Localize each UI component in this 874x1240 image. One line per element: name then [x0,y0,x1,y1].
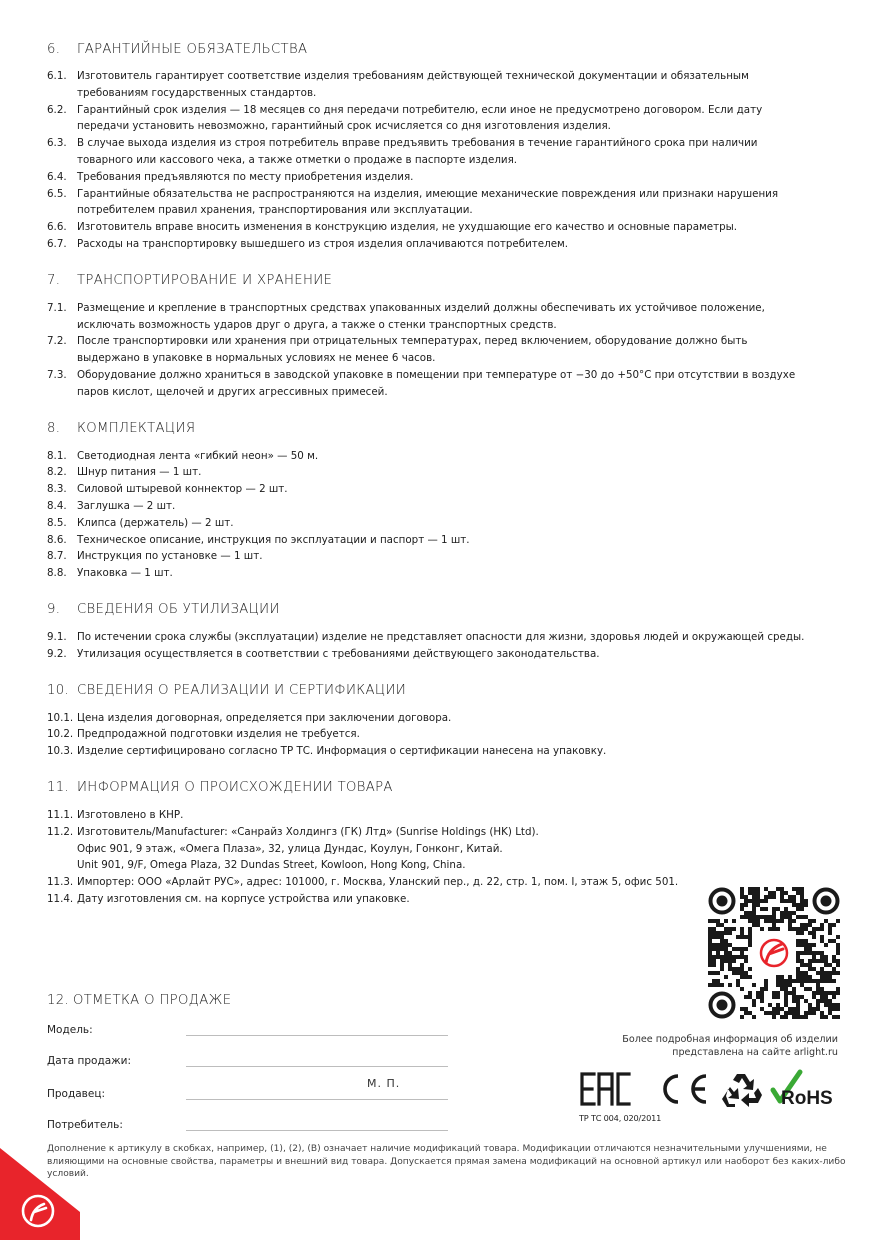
section-title [47,420,847,438]
sale-field-label: Потребитель: [47,1119,123,1131]
item-number: 8.7. [47,550,67,563]
list-item [47,710,847,727]
item-number: 8.6. [47,533,67,546]
section-heading: ТРАНСПОРТИРОВАНИЕ И ХРАНЕНИЕ [77,273,333,289]
sale-field-line[interactable] [186,1066,448,1067]
item-number: 10.2. [47,728,74,741]
item-text: Цена изделия договорная, определяется при заключении договора. [77,711,452,724]
item-number: 11.4. [47,892,74,905]
list-item [47,481,847,498]
item-text: Заглушка — 2 шт. [77,499,176,512]
modification-footnote: Дополнение к артикулу в скобках, например, (1), (2), (B) означает наличие модификаций товара. Модификации отличаются незначительными улучшениями, не влияющими на основные свойства, параметры и внешний вид товара. Допускается прямая замена модификаций на основной артикул или наоборот без каких-либо условий. [47,1144,846,1180]
item-text: Требования предъявляются по месту приобретения изделия. [77,170,414,183]
rohs-icon [773,1072,833,1109]
item-text: В случае выхода изделия из строя потребитель вправе предъявить требования в течение гарантийного срока при наличии товарного или кассового чека, а также отметки о продаже в паспорте изделия. [77,137,758,166]
list-item [47,367,847,401]
item-text: Размещение и крепление в транспортных средствах упакованных изделий должны обеспечивать их устойчивое положение, исключать возможность ударов друг о друга, а также о стенки транспортных средств. [77,301,765,331]
list-item [47,102,847,136]
section-number: 6. [47,41,61,57]
item-number: 9.2. [47,647,67,660]
section-heading: КОМПЛЕКТАЦИЯ [77,421,196,437]
section [47,40,847,253]
item-number: 8.2. [47,466,67,479]
section-title [47,272,847,290]
section-title [47,40,847,58]
list-item [47,135,847,169]
sale-field-label: Дата продажи: [47,1055,131,1067]
item-number: 10.3. [47,745,74,758]
item-text: Утилизация осуществляется в соответствии с требованиями действующего законодательства. [77,647,600,660]
certification-marks [578,1068,842,1110]
list-item [47,333,847,367]
list-item [47,726,847,743]
section-number: 7. [47,273,61,289]
item-number: 6.3. [47,137,67,150]
svg-text:RoHS: RoHS [781,1088,833,1109]
section-heading: СВЕДЕНИЯ О РЕАЛИЗАЦИИ И СЕРТИФИКАЦИИ [77,683,407,699]
item-number: 6.5. [47,187,67,200]
item-number: 6.7. [47,237,67,250]
list-item [47,236,847,253]
list-item [47,68,847,102]
item-number: 7.1. [47,301,67,314]
section [47,420,847,582]
list-item [47,532,847,549]
item-text: Изготовитель/Manufacturer: «Санрайз Холдингз (ГК) Лтд» (Sunrise Holdings (HK) Ltd). Офис 901, 9 этаж, «Омега Плаза», 32, улица Дундас, Коулун, Гонконг, Китай. Unit 901, 9/F, Omega Plaza, 32 Dundas Street, Kowloon, Hong Kong, China. [77,825,539,872]
item-text: Изделие сертифицировано согласно ТР ТС. Информация о сертификации нанесена на упаковку. [77,745,607,758]
section-heading: ГАРАНТИЙНЫЕ ОБЯЗАТЕЛЬСТВА [77,41,308,57]
list-item [47,169,847,186]
item-number: 11.2. [47,825,74,838]
section-heading: СВЕДЕНИЯ ОБ УТИЛИЗАЦИИ [77,602,280,618]
item-number: 8.1. [47,449,67,462]
more-info-text: Более подробная информация об изделии представлена на сайте arlight.ru [622,1034,838,1058]
recycle-icon [722,1074,762,1107]
sale-field-label: Модель: [47,1024,93,1036]
item-text: Изготовитель гарантирует соответствие изделия требованиям действующей технической документации и обязательным требованиям государственных стандартов. [77,70,749,99]
item-number: 6.6. [47,221,67,234]
sale-field-consumer[interactable] [47,1111,457,1131]
list-item [47,186,847,220]
item-text: Светодиодная лента «гибкий неон» — 50 м. [77,449,319,462]
qr-code-icon[interactable] [708,887,840,1019]
stamp-placeholder: М. П. [367,1077,401,1090]
list-item [47,515,847,532]
item-number: 7.2. [47,335,67,348]
list-item [47,565,847,582]
section-number: 10. [47,683,70,699]
list-item [47,807,847,824]
item-number: 7.3. [47,368,67,381]
eac-mark-icon [582,1074,629,1104]
item-number: 8.4. [47,499,67,512]
section-number: 11. [47,780,70,796]
item-number: 9.1. [47,630,67,643]
item-number: 6.2. [47,103,67,116]
item-text: Предпродажной подготовки изделия не требуется. [77,728,360,741]
item-text: Изготовлено в КНР. [77,808,184,821]
list-item [47,498,847,515]
list-item [47,464,847,481]
section-number: 9. [47,602,61,618]
item-text: Расходы на транспортировку вышедшего из строя изделия оплачиваются потребителем. [77,237,569,250]
tr-ts-code: ТР ТС 004, 020/2011 [579,1113,662,1123]
item-text: Упаковка — 1 шт. [77,567,173,580]
sale-field-model[interactable] [47,1016,457,1036]
sale-section-heading: ОТМЕТКА О ПРОДАЖЕ [73,992,232,1008]
item-number: 8.5. [47,516,67,529]
item-text: Шнур питания — 1 шт. [77,466,202,479]
item-text: Импортер: ООО «Арлайт РУС», адрес: 101000, г. Москва, Уланский пер., д. 22, стр. 1, пом. I, этаж 5, офис 501. [77,876,679,889]
section [47,682,847,760]
item-text: Гарантийный срок изделия — 18 месяцев со дня передачи потребителю, если иное не предусмотрено договором. Если дату передачи установить невозможно, гарантийный срок исчисляется со дня изготовления изделия. [77,103,763,133]
section-number: 8. [47,421,61,437]
item-text: По истечении срока службы (эксплуатации) изделие не представляет опасности для жизни, здоровья людей и окружающей среды. [77,630,805,643]
item-text: Дату изготовления см. на корпусе устройства или упаковке. [77,892,410,905]
item-number: 11.3. [47,876,74,889]
item-text: Техническое описание, инструкция по эксплуатации и паспорт — 1 шт. [77,533,470,546]
section-title [47,682,847,700]
section [47,601,847,663]
item-number: 6.4. [47,170,67,183]
item-number: 8.3. [47,483,67,496]
item-text: Изготовитель вправе вносить изменения в конструкцию изделия, не ухудшающие его качество и основные параметры. [77,221,738,234]
sections-container [47,40,847,927]
list-item [47,824,847,874]
item-text: Силовой штыревой коннектор — 2 шт. [77,483,288,496]
sale-field-label: Продавец: [47,1088,106,1100]
list-item [47,448,847,465]
ce-mark-icon [665,1076,706,1102]
item-text: Инструкция по установке — 1 шт. [77,550,263,563]
sale-section-title [47,990,467,1010]
arlight-logo-icon [0,1148,80,1240]
item-text: Оборудование должно храниться в заводской упаковке в помещении при температуре от −30 до +50°C при отсутствии в воздухе паров кислот, щелочей и других агрессивных примесей. [77,368,796,398]
sale-field-line[interactable] [186,1130,448,1131]
list-item [47,743,847,760]
section-title [47,601,847,619]
item-text: Гарантийные обязательства не распространяются на изделия, имеющие механические повреждения или признаки нарушения потребителем правил хранения, транспортирования или эксплуатации. [77,187,779,217]
list-item [47,548,847,565]
item-number: 6.1. [47,70,67,82]
item-text: После транспортировки или хранения при отрицательных температурах, перед включением, оборудование должно быть выдержано в упаковке в нормальных условиях не менее 6 часов. [77,335,748,365]
list-item [47,629,847,646]
section [47,272,847,401]
section-heading: ИНФОРМАЦИЯ О ПРОИСХОЖДЕНИИ ТОВАРА [77,780,393,796]
item-number: 8.8. [47,567,67,580]
list-item [47,646,847,663]
sale-section-number: 12. [47,992,70,1008]
item-text: Клипса (держатель) — 2 шт. [77,516,234,529]
list-item [47,219,847,236]
sale-field-line[interactable] [186,1035,448,1036]
sale-field-line[interactable] [186,1099,448,1100]
section-title [47,779,847,797]
sale-field-date[interactable] [47,1047,457,1067]
list-item [47,300,847,334]
item-number: 11.1. [47,808,74,821]
item-number: 10.1. [47,711,74,724]
